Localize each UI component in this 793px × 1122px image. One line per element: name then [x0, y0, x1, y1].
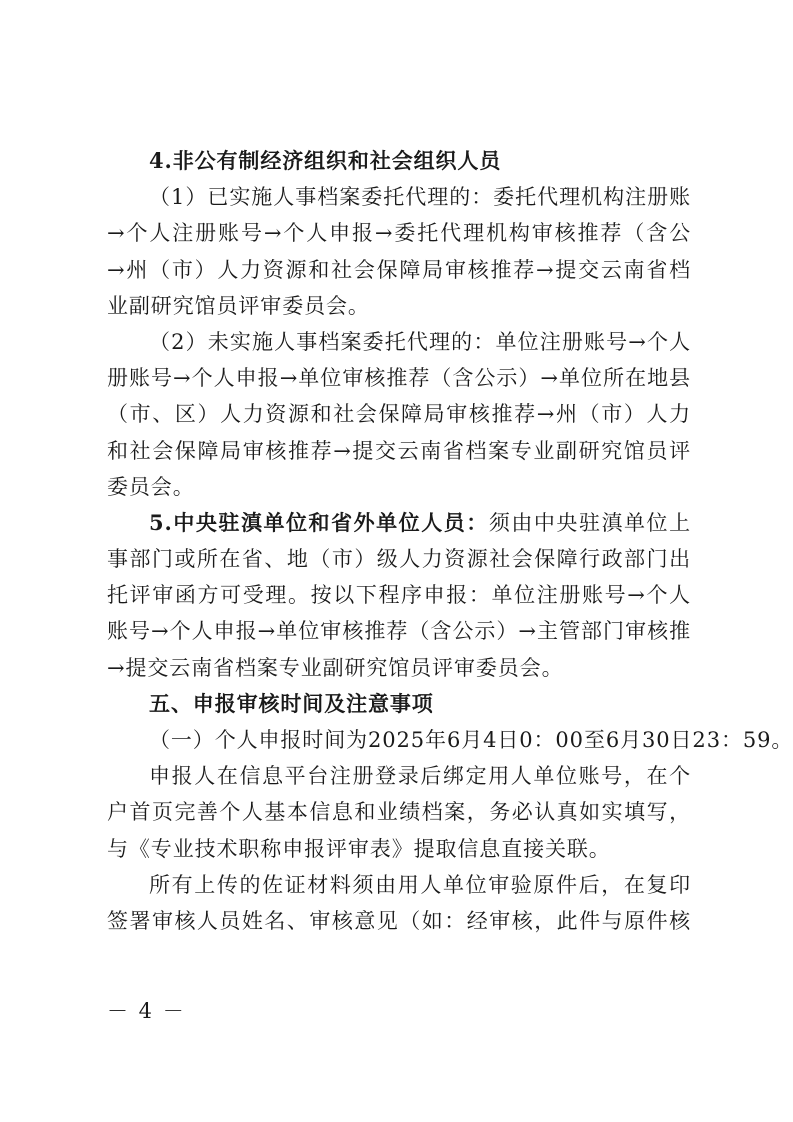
text-line: 户首页完善个人基本信息和业绩档案，务必认真如实填写， [107, 800, 691, 825]
text-line: 所有上传的佐证材料须由用人单位审验原件后，在复印 [149, 872, 691, 897]
text-line: →州（市）人力资源和社会保障局审核推荐→提交云南省档 [107, 257, 691, 282]
text-line: （市、区）人力资源和社会保障局审核推荐→州（市）人力 [107, 402, 691, 427]
text-line: 账号→个人申报→单位审核推荐（含公示）→主管部门审核推 [107, 619, 691, 644]
text-line: 业副研究馆员评审委员会。 [107, 293, 370, 318]
text-line: 册账号→个人申报→单位审核推荐（含公示）→单位所在地县 [107, 366, 691, 391]
text-line: 申报人在信息平台注册登录后绑定用人单位账号，在个 [149, 764, 691, 789]
text-line: 签署审核人员姓名、审核意见（如：经审核，此件与原件核 [107, 908, 691, 933]
text-line: 与《专业技术职称申报评审表》提取信息直接关联。 [107, 836, 611, 861]
paragraph-text: 须由中央驻滇单位上 [488, 510, 691, 535]
text-line: （1）已实施人事档案委托代理的：委托代理机构注册账 [149, 185, 691, 210]
text-line [107, 505, 691, 541]
page-number: － 4 － [107, 999, 186, 1023]
text-line: 五、申报审核时间及注意事项 [149, 690, 434, 716]
text-line: （一）个人申报时间为2025年6月4日0：00至6月30日23：59。 [149, 728, 793, 752]
text-line: 和社会保障局审核推荐→提交云南省档案专业副研究馆员评 [107, 438, 691, 463]
text-line: →提交云南省档案专业副研究馆员评审委员会。 [107, 655, 564, 680]
text-line: 事部门或所在省、地（市）级人力资源社会保障行政部门出 [107, 547, 691, 572]
text-line: 4.非公有制经济组织和社会组织人员 [149, 148, 502, 173]
section-heading-inline: 5.中央驻滇单位和省外单位人员： [149, 509, 489, 535]
text-line: 托评审函方可受理。按以下程序申报：单位注册账号→个人 [107, 583, 691, 608]
document-body [107, 143, 793, 939]
text-line: 委员会。 [107, 474, 195, 499]
text-line: →个人注册账号→个人申报→委托代理机构审核推荐（含公 [107, 221, 691, 246]
text-line: （2）未实施人事档案委托代理的：单位注册账号→个人 [149, 329, 691, 354]
